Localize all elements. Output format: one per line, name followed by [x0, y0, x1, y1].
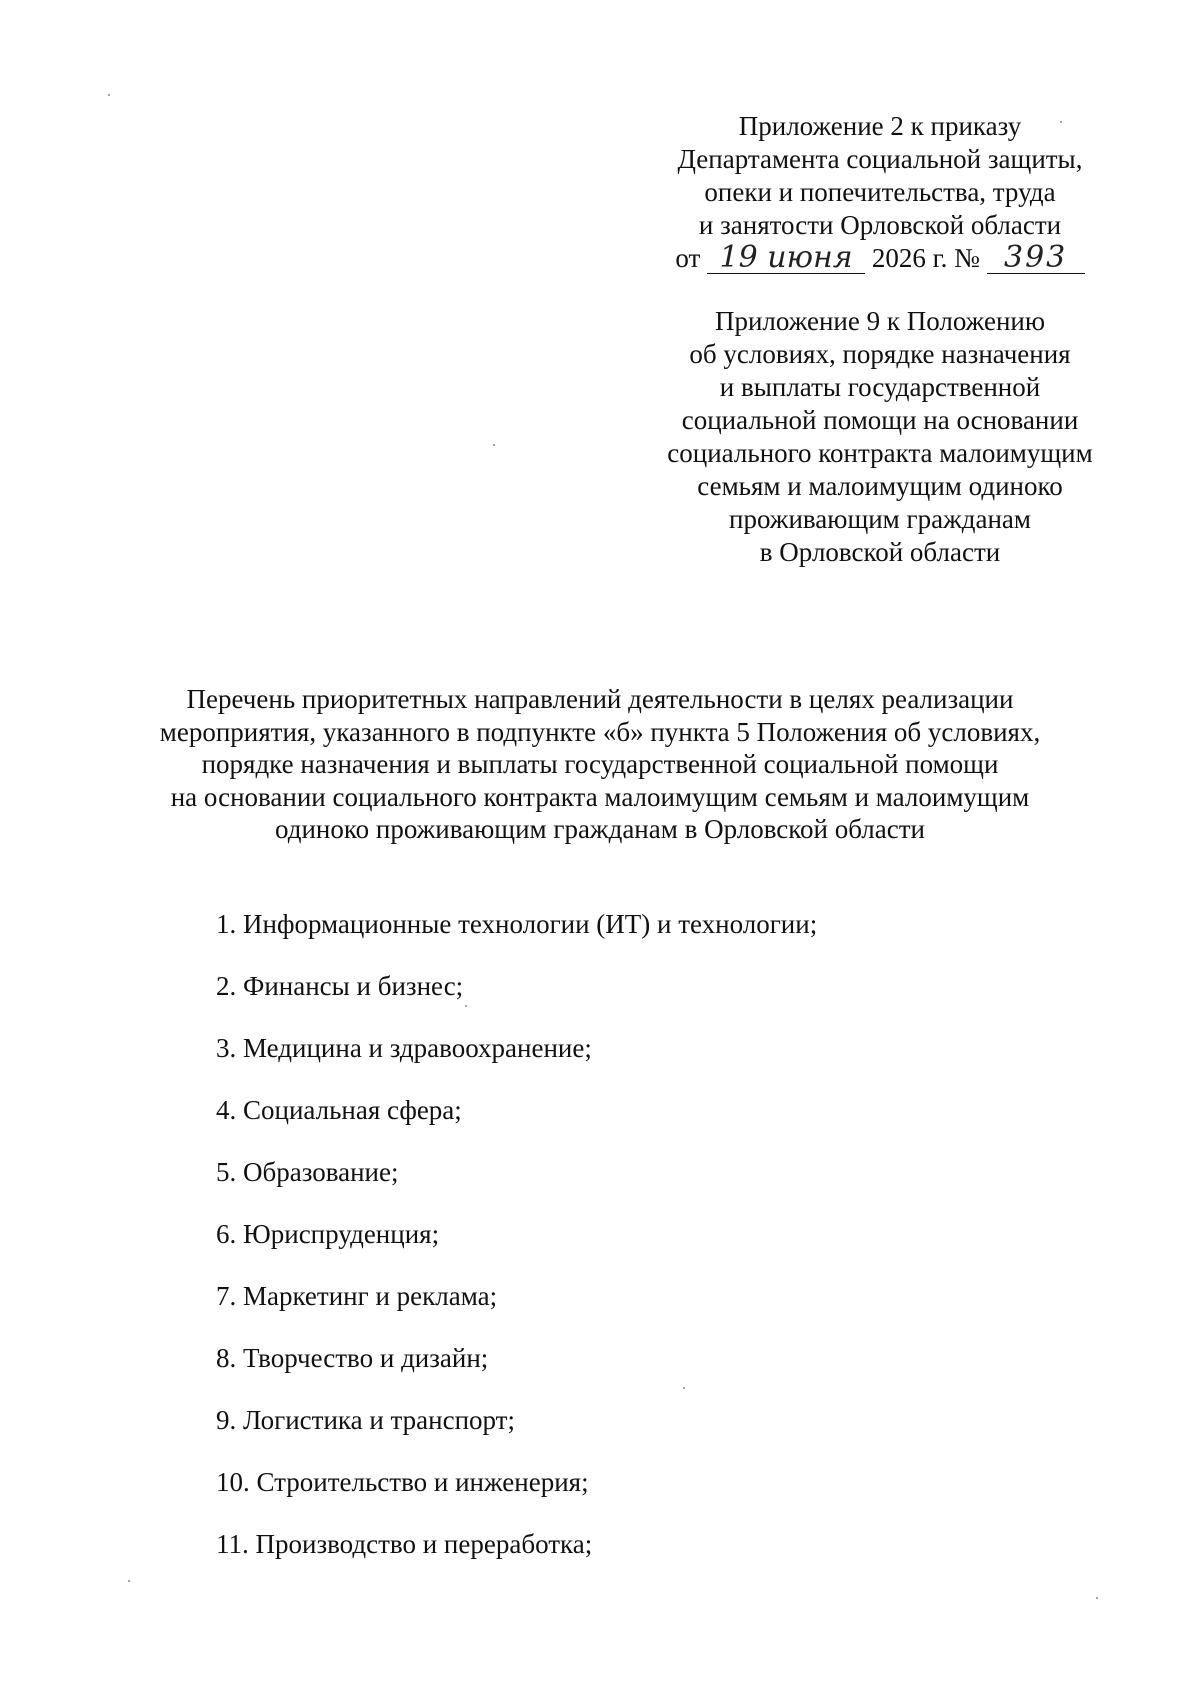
handwritten-order-date: 19 июня — [707, 243, 865, 274]
scan-speck — [683, 1387, 685, 1389]
approval-line: Департамента социальной защиты, — [677, 144, 1083, 174]
annex-line: проживающим гражданам — [729, 504, 1031, 534]
title-line: Перечень приоритетных направлений деятельности в целях реализации — [186, 684, 1014, 714]
annex-line: и выплаты государственной — [719, 372, 1041, 402]
title-line: мероприятия, указанного в подпункте «б» пункта 5 Положения об условиях, — [159, 716, 1041, 747]
annex-line: семьям и малоимущим одиноко — [697, 471, 1063, 501]
order-year-label: 2026 г. № — [871, 243, 980, 273]
document-title — [100, 683, 1100, 846]
list-item: 3. Медицина и здравоохранение; — [216, 1033, 592, 1063]
list-item: 4. Социальная сфера; — [216, 1095, 462, 1125]
list-item: 10. Строительство и инженерия; — [216, 1467, 589, 1497]
scan-speck — [493, 444, 495, 446]
list-item: 9. Логистика и транспорт; — [216, 1405, 515, 1435]
order-date-number-line — [600, 242, 1160, 275]
annex-line: социального контракта малоимущим — [667, 438, 1093, 468]
priority-directions-list — [216, 908, 1116, 1590]
scan-speck — [465, 1005, 467, 1007]
title-line: порядке назначения и выплаты государственной социальной помощи — [201, 749, 999, 779]
title-line: на основании социального контракта малоимущим семьям и малоимущим — [170, 781, 1030, 812]
scan-speck — [108, 94, 110, 96]
approval-line: и занятости Орловской области — [698, 210, 1062, 240]
annex-line: социальной помощи на основании — [681, 405, 1079, 435]
list-item: 5. Образование; — [216, 1157, 399, 1187]
approval-line: опеки и попечительства, труда — [704, 177, 1056, 207]
scan-speck — [1060, 121, 1062, 123]
order-prefix: от — [675, 243, 701, 273]
list-item: 2. Финансы и бизнес; — [216, 971, 464, 1001]
list-item: 1. Информационные технологии (ИТ) и технологии; — [216, 909, 818, 939]
approval-line: Приложение 2 к приказу — [738, 111, 1022, 141]
annex-line: об условиях, порядке назначения — [689, 339, 1071, 369]
scan-speck — [128, 1580, 130, 1582]
scan-speck — [1096, 1597, 1098, 1599]
annex-header — [600, 305, 1160, 569]
list-item: 11. Производство и переработка; — [216, 1529, 593, 1559]
handwritten-order-number: 393 — [987, 243, 1085, 274]
list-item: 8. Творчество и дизайн; — [216, 1343, 489, 1373]
title-line: одиноко проживающим гражданам в Орловской области — [275, 814, 925, 844]
approval-header — [600, 110, 1160, 275]
annex-line: в Орловской области — [759, 537, 1001, 567]
list-item: 7. Маркетинг и реклама; — [216, 1281, 498, 1311]
annex-line: Приложение 9 к Положению — [714, 306, 1046, 336]
list-item: 6. Юриспруденция; — [216, 1219, 440, 1249]
